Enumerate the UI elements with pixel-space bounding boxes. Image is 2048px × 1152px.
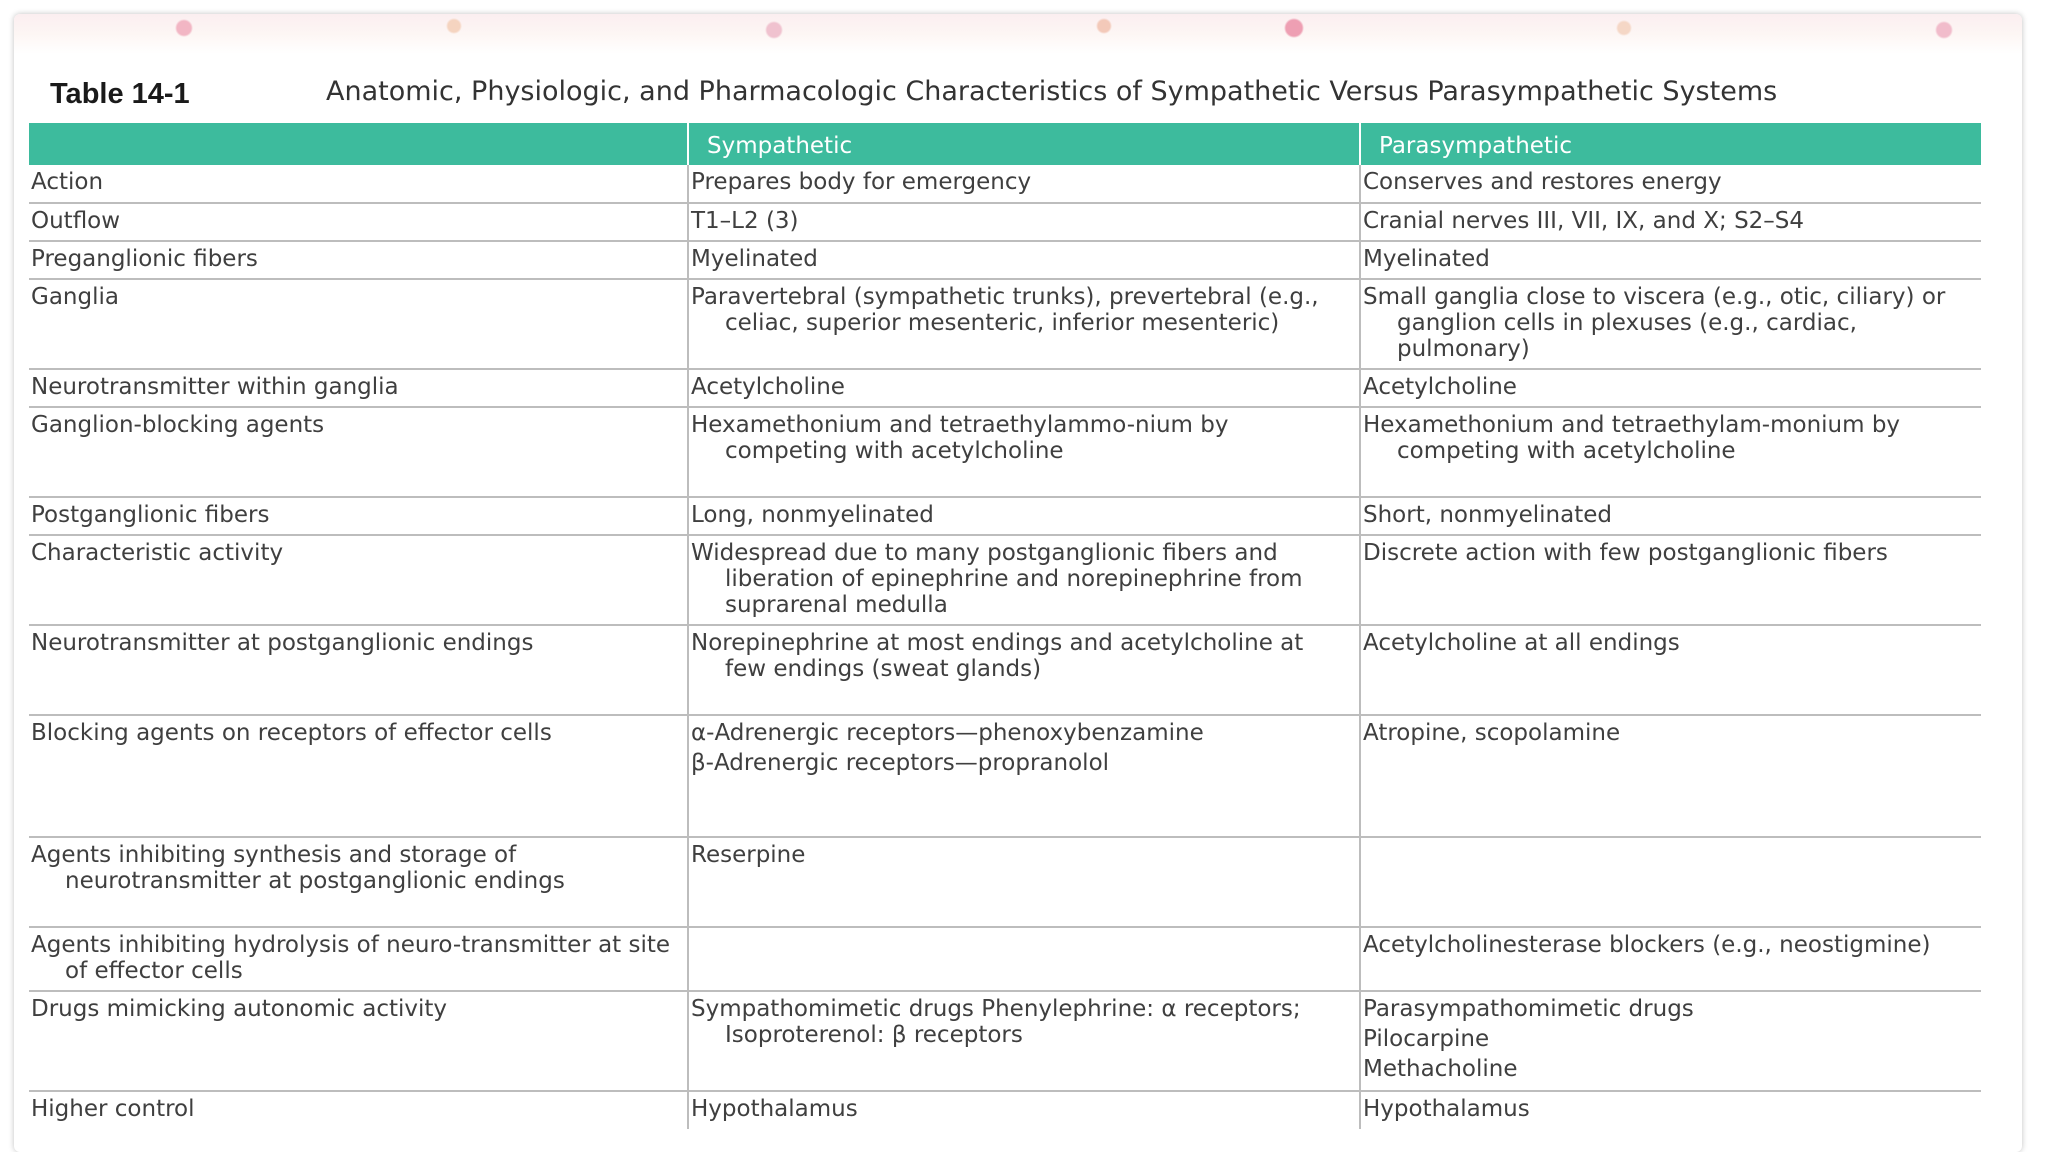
table-row <box>29 497 1981 535</box>
table-row <box>29 927 1981 991</box>
row-sympathetic: T1–L2 (3) <box>688 203 1360 241</box>
row-sympathetic: Reserpine <box>688 837 1360 927</box>
row-sympathetic: Norepinephrine at most endings and acetylcholine at few endings (sweat glands) <box>688 625 1360 715</box>
row-sympathetic: Myelinated <box>688 241 1360 279</box>
beta-blocker-text: β-Adrenergic receptors—propranolol <box>691 750 1110 776</box>
row-feature: Ganglia <box>29 279 688 369</box>
row-parasympathetic: Hypothalamus <box>1360 1091 1981 1129</box>
table-row <box>29 369 1981 407</box>
row-sympathetic: Long, nonmyelinated <box>688 497 1360 535</box>
row-feature: Drugs mimicking autonomic activity <box>29 991 688 1091</box>
row-parasympathetic: Conserves and restores energy <box>1360 165 1981 203</box>
parasympathomimetic-label: Parasympathomimetic drugs <box>1363 996 1694 1022</box>
row-sympathetic: Paravertebral (sympathetic trunks), prevertebral (e.g., celiac, superior mesenteric, inferior mesenteric) <box>688 279 1360 369</box>
table-row <box>29 407 1981 497</box>
row-feature: Outflow <box>29 203 688 241</box>
row-feature: Ganglion-blocking agents <box>29 407 688 497</box>
row-parasympathetic <box>1360 991 1981 1091</box>
pilocarpine-text: Pilocarpine <box>1363 1026 1490 1052</box>
row-feature: Preganglionic fibers <box>29 241 688 279</box>
row-sympathetic: Widespread due to many postganglionic fibers and liberation of epinephrine and norepinephrine from suprarenal medulla <box>688 535 1360 625</box>
row-parasympathetic <box>1360 837 1981 927</box>
column-header-feature <box>29 123 688 165</box>
table-row <box>29 203 1981 241</box>
row-feature: Neurotransmitter at postganglionic endings <box>29 625 688 715</box>
row-parasympathetic: Small ganglia close to viscera (e.g., otic, ciliary) or ganglion cells in plexuses (e.g., cardiac, pulmonary) <box>1360 279 1981 369</box>
table-row <box>29 241 1981 279</box>
table-row <box>29 279 1981 369</box>
row-sympathetic: Hypothalamus <box>688 1091 1360 1129</box>
row-sympathetic: Hexamethonium and tetraethylammo-nium by competing with acetylcholine <box>688 407 1360 497</box>
column-header-parasympathetic: Parasympathetic <box>1360 123 1981 165</box>
table-title: Anatomic, Physiologic, and Pharmacologic Characteristics of Sympathetic Versus Parasympathetic Systems <box>326 76 1778 107</box>
table-row <box>29 165 1981 203</box>
row-feature: Characteristic activity <box>29 535 688 625</box>
floral-header-decoration <box>14 14 2022 54</box>
row-feature: Agents inhibiting synthesis and storage of neurotransmitter at postganglionic endings <box>29 837 688 927</box>
row-feature: Neurotransmitter within ganglia <box>29 369 688 407</box>
row-sympathetic <box>688 927 1360 991</box>
row-feature: Blocking agents on receptors of effector cells <box>29 715 688 837</box>
row-parasympathetic: Cranial nerves III, VII, IX, and X; S2–S4 <box>1360 203 1981 241</box>
row-feature: Postganglionic fibers <box>29 497 688 535</box>
table-header-row <box>29 123 1981 165</box>
row-parasympathetic: Acetylcholine at all endings <box>1360 625 1981 715</box>
alpha-blocker-text: α-Adrenergic receptors—phenoxybenzamine <box>691 720 1204 746</box>
column-header-sympathetic: Sympathetic <box>688 123 1360 165</box>
row-sympathetic: Prepares body for emergency <box>688 165 1360 203</box>
table-row <box>29 991 1981 1091</box>
row-parasympathetic: Hexamethonium and tetraethylam-monium by competing with acetylcholine <box>1360 407 1981 497</box>
row-sympathetic: Sympathomimetic drugs Phenylephrine: α receptors; Isoproterenol: β receptors <box>688 991 1360 1091</box>
table-row <box>29 1091 1981 1129</box>
row-parasympathetic: Atropine, scopolamine <box>1360 715 1981 837</box>
row-feature: Agents inhibiting hydrolysis of neuro-transmitter at site of effector cells <box>29 927 688 991</box>
table-row <box>29 715 1981 837</box>
methacholine-text: Methacholine <box>1363 1056 1518 1082</box>
row-sympathetic: Acetylcholine <box>688 369 1360 407</box>
row-feature: Action <box>31 169 104 195</box>
row-parasympathetic: Discrete action with few postganglionic fibers <box>1360 535 1981 625</box>
table-row <box>29 535 1981 625</box>
row-sympathetic <box>688 715 1360 837</box>
table-row <box>29 837 1981 927</box>
comparison-table <box>29 123 1981 1129</box>
row-parasympathetic: Myelinated <box>1360 241 1981 279</box>
row-feature: Higher control <box>29 1091 688 1129</box>
row-parasympathetic: Acetylcholinesterase blockers (e.g., neostigmine) <box>1360 927 1981 991</box>
table-number: Table 14-1 <box>50 78 190 110</box>
row-parasympathetic: Acetylcholine <box>1360 369 1981 407</box>
row-parasympathetic: Short, nonmyelinated <box>1360 497 1981 535</box>
table-row <box>29 625 1981 715</box>
